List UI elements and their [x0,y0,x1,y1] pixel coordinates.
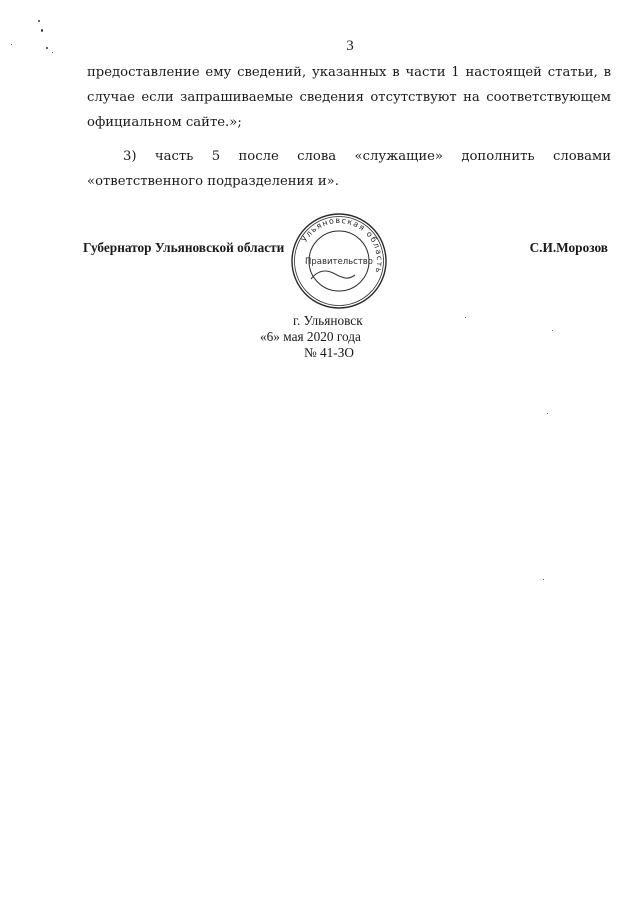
issue-date: «6» мая 2020 года [260,329,361,344]
scan-speck [552,330,553,331]
list-item-3: 3) часть 5 после слова «служащие» дополнить словами «ответственного подразделения и». [87,149,611,189]
signatory-name: С.И.Морозов [529,240,608,255]
scan-speck [46,47,48,49]
law-number: № 41-ЗО [304,345,354,360]
handwritten-signature-stroke [311,271,355,279]
issue-city: г. Ульяновск [293,313,363,328]
official-seal-stamp [289,211,389,311]
signatory-position: Губернатор Ульяновской области [83,240,285,255]
scan-speck [543,579,544,580]
page-number: 3 [346,38,354,54]
seal-center-text: Правительство [305,257,373,267]
seal-ring-text: Ульяновская область [299,215,385,275]
document-body [87,60,611,194]
scan-speck [38,20,40,22]
scan-speck [465,317,466,318]
scan-speck [547,413,548,414]
scan-speck [11,44,12,45]
scan-speck [52,52,53,53]
scan-speck [41,29,43,32]
paragraph-continued: предоставление ему сведений, указанных в части 1 настоящей статьи, в случае если запрашиваемые сведения отсутствуют на соответствующем официальном сайте.»; [87,65,611,130]
